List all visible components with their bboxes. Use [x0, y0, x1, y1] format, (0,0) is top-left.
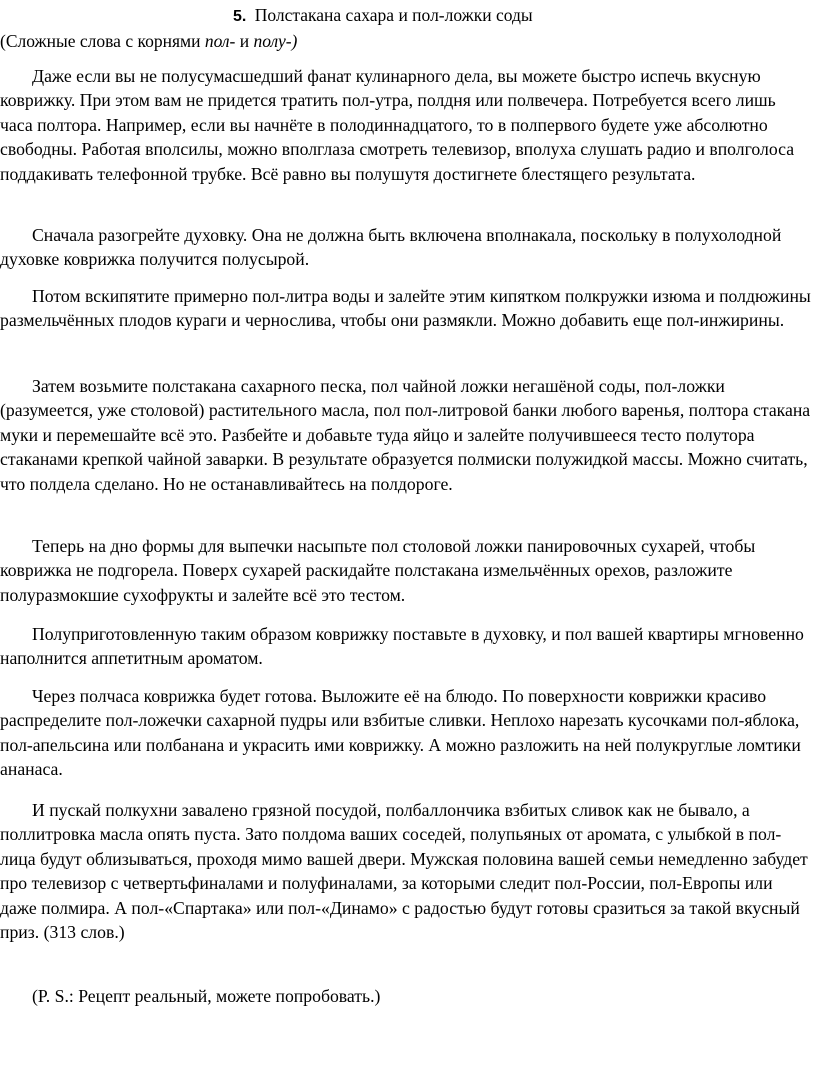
page-subtitle	[0, 30, 812, 52]
paragraph-into-oven: Полуприготовленную таким образом коврижку поставьте в духовку, и пол вашей квартиры мгновенно наполнится аппетитным ароматом.	[0, 624, 804, 669]
paragraph-baking-form: Теперь на дно формы для выпечки насыпьте пол столовой ложки панировочных сухарей, чтобы коврижка не подгорела. Поверх сухарей раскидайте полстакана измельчённых орехов, разложите полуразмокшие сухофрукты и залейте всё это тестом.	[0, 536, 756, 605]
paragraph-oven: Сначала разогрейте духовку. Она не должна быть включена вполнакала, поскольку в полухолодной духовке коврижка получится полусырой.	[0, 225, 782, 270]
subtitle-prefix: (Сложные слова с корнями	[0, 31, 205, 51]
paragraph-dough: Затем возьмите полстакана сахарного песка, пол чайной ложки негашёной соды, пол-ложки (разумеется, уже столовой) растительного масла, пол пол-литровой банки любого варенья, полтора стакана муки и перемешайте всё это. Разбейте и добавьте туда яйцо и залейте получившееся тесто полутора стаканами крепкой чайной заварки. В результате образуется полмиски полужидкой массы. Можно считать, что полдела сделано. Но не останавливайтесь на полдороге.	[0, 376, 811, 494]
exercise-number: 5.	[233, 8, 247, 25]
subtitle-root-pol: пол-	[204, 31, 236, 51]
paragraph-conclusion: И пускай полкухни завалено грязной посудой, полбаллончика взбитых сливок как не бывало, а поллитровка масла опять пуста. Зато полдома ваших соседей, полупьяных от аромата, с улыбкой в пол-лица будут облизываться, проходя мимо вашей двери. Мужская половина вашей семьи немедленно забудет про телевизор с четвертьфиналами и полуфиналами, за которыми следит пол-России, пол-Европы или даже полмира. А пол-«Спартака» или пол-«Динамо» с радостью будут готовы сразиться за такой вкусный приз. (313 слов.)	[0, 800, 808, 943]
page-title	[0, 4, 812, 28]
paragraph-intro: Даже если вы не полусумасшедший фанат кулинарного дела, вы можете быстро испечь вкусную коврижку. При этом вам не придется тратить пол-утра, полдня или полвечера. Потребуется всего лишь часа полтора. Например, если вы начнёте в полодиннадцатого, то в полпервого будете уже абсолютно свободны. Работая вполсилы, можно вполглаза смотреть телевизор, вполуха слушать радио и вполголоса поддакивать телефонной трубке. Всё равно вы полушутя достигнете блестящего результата.	[0, 66, 795, 184]
exercise-title: Полстакана сахара и пол-ложки соды	[254, 5, 533, 25]
subtitle-root-polu: полу-)	[253, 31, 298, 51]
paragraph-decoration: Через полчаса коврижка будет готова. Выложите её на блюдо. По поверхности коврижки красиво распределите пол-ложечки сахарной пудры или взбитые сливки. Неплохо нарезать кусочками пол-яблока, пол-апельсина или полбанана и украсить ими коврижку. А можно разложить на ней полукруглые ломтики ананаса.	[0, 686, 801, 780]
paragraph-postscript: (P. S.: Рецепт реальный, можете попробовать.)	[32, 986, 381, 1006]
paragraph-dried-fruit: Потом вскипятите примерно пол-литра воды и залейте этим кипятком полкружки изюма и полдюжины размельчённых плодов кураги и чернослива, чтобы они размякли. Можно добавить еще пол-инжирины.	[0, 286, 811, 331]
subtitle-conjunction: и	[235, 31, 254, 51]
